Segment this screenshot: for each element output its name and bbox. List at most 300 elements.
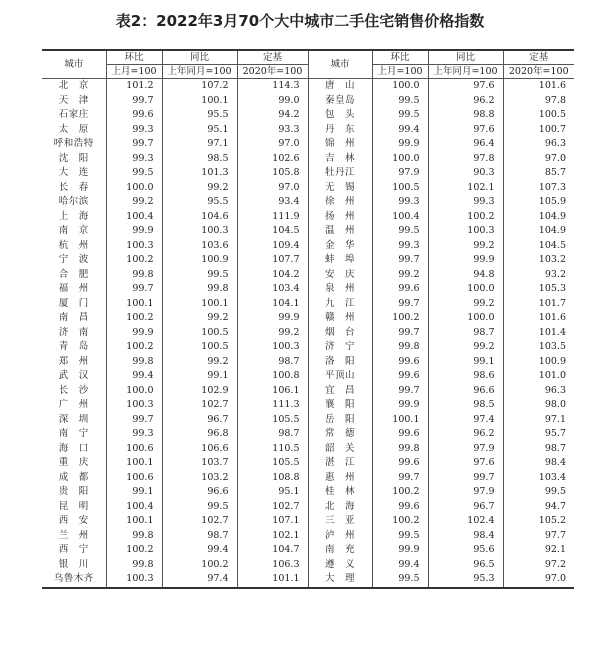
- left-mom-cell: 100.0: [106, 384, 162, 399]
- left-city-cell: 重 庆: [58, 457, 89, 469]
- left-mom-cell: 99.3: [106, 427, 162, 442]
- table-row: [42, 311, 574, 326]
- right-fixed-cell: 97.1: [503, 413, 574, 428]
- right-yoy-cell: 102.1: [428, 181, 503, 196]
- right-city-cell: 吉 林: [308, 152, 372, 167]
- left-yoy-cell: 102.9: [162, 384, 237, 399]
- mom-header-left: 环比: [106, 50, 162, 65]
- table-row: [42, 79, 574, 94]
- right-fixed-cell: 101.0: [503, 369, 574, 384]
- left-mom-cell: 100.2: [106, 311, 162, 326]
- right-city-cell: 徐 州: [308, 195, 372, 210]
- right-city-cell: 济 宁: [308, 340, 372, 355]
- right-fixed-cell: 99.5: [503, 485, 574, 500]
- right-yoy-cell: 98.6: [428, 369, 503, 384]
- right-mom-cell: 100.0: [372, 152, 428, 167]
- right-mom-cell: 99.2: [372, 268, 428, 283]
- left-city-cell: 大 连: [58, 167, 89, 179]
- left-mom-cell: 100.1: [106, 456, 162, 471]
- right-fixed-cell: 104.9: [503, 210, 574, 225]
- left-city-cell: 济 南: [58, 326, 89, 338]
- table-row: [42, 181, 574, 196]
- left-yoy-cell: 96.8: [162, 427, 237, 442]
- right-mom-cell: 97.9: [372, 166, 428, 181]
- left-fixed-cell: 95.1: [237, 485, 308, 500]
- left-yoy-cell: 98.7: [162, 529, 237, 544]
- right-yoy-cell: 100.0: [428, 282, 503, 297]
- right-yoy-cell: 97.9: [428, 485, 503, 500]
- left-yoy-cell: 97.1: [162, 137, 237, 152]
- left-city-cell: 郑 州: [58, 355, 89, 367]
- left-yoy-cell: 99.2: [162, 311, 237, 326]
- left-yoy-cell: 96.6: [162, 485, 237, 500]
- right-yoy-cell: 97.6: [428, 123, 503, 138]
- left-fixed-cell: 111.3: [237, 398, 308, 413]
- left-fixed-cell: 105.8: [237, 166, 308, 181]
- right-fixed-cell: 97.0: [503, 152, 574, 167]
- left-mom-cell: 99.9: [106, 326, 162, 341]
- left-city-cell: 杭 州: [58, 239, 89, 251]
- right-fixed-cell: 103.4: [503, 471, 574, 486]
- left-yoy-cell: 100.9: [162, 253, 237, 268]
- left-mom-cell: 100.3: [106, 572, 162, 588]
- right-mom-cell: 99.3: [372, 239, 428, 254]
- left-fixed-cell: 99.0: [237, 94, 308, 109]
- left-mom-cell: 99.8: [106, 355, 162, 370]
- right-fixed-cell: 101.6: [503, 311, 574, 326]
- left-yoy-cell: 103.2: [162, 471, 237, 486]
- left-fixed-cell: 102.7: [237, 500, 308, 515]
- right-yoy-cell: 98.5: [428, 398, 503, 413]
- left-city-cell: 上 海: [58, 210, 89, 222]
- right-mom-cell: 99.9: [372, 543, 428, 558]
- left-city-cell: 武 汉: [58, 370, 89, 382]
- right-city-cell: 赣 州: [308, 311, 372, 326]
- left-yoy-cell: 101.3: [162, 166, 237, 181]
- right-yoy-cell: 97.6: [428, 456, 503, 471]
- table-row: [42, 514, 574, 529]
- right-yoy-cell: 99.2: [428, 239, 503, 254]
- page-title: 表2：2022年3月70个大中城市二手住宅销售价格指数: [115, 12, 485, 30]
- yoy-base-right: 上年同月=100: [428, 65, 503, 79]
- left-mom-cell: 99.7: [106, 413, 162, 428]
- right-yoy-cell: 100.2: [428, 210, 503, 225]
- right-mom-cell: 99.6: [372, 500, 428, 515]
- left-city-cell: 石家庄: [58, 109, 89, 121]
- left-city-cell: 呼和浩特: [53, 138, 94, 150]
- right-mom-cell: 99.5: [372, 224, 428, 239]
- left-city-cell: 银 川: [58, 558, 89, 570]
- left-city-cell: 南 昌: [58, 312, 89, 324]
- table-row: [42, 340, 574, 355]
- table-row: [42, 166, 574, 181]
- left-yoy-cell: 100.2: [162, 558, 237, 573]
- left-city-cell: 天 津: [58, 94, 89, 106]
- left-mom-cell: 99.7: [106, 94, 162, 109]
- left-mom-cell: 99.9: [106, 224, 162, 239]
- right-mom-cell: 100.1: [372, 413, 428, 428]
- left-fixed-cell: 98.7: [237, 427, 308, 442]
- right-yoy-cell: 97.4: [428, 413, 503, 428]
- right-yoy-cell: 96.6: [428, 384, 503, 399]
- left-city-cell: 南 宁: [58, 428, 89, 440]
- left-mom-cell: 100.4: [106, 500, 162, 515]
- left-fixed-cell: 106.3: [237, 558, 308, 573]
- left-mom-cell: 100.1: [106, 297, 162, 312]
- right-fixed-cell: 101.7: [503, 297, 574, 312]
- right-mom-cell: 99.6: [372, 282, 428, 297]
- right-fixed-cell: 97.8: [503, 94, 574, 109]
- left-fixed-cell: 104.7: [237, 543, 308, 558]
- left-yoy-cell: 99.4: [162, 543, 237, 558]
- left-mom-cell: 99.3: [106, 152, 162, 167]
- right-city-cell: 九 江: [308, 297, 372, 312]
- right-fixed-cell: 101.6: [503, 79, 574, 94]
- right-yoy-cell: 97.6: [428, 79, 503, 94]
- right-city-cell: 锦 州: [308, 137, 372, 152]
- left-city-cell: 昆 明: [58, 500, 89, 512]
- right-mom-cell: 99.7: [372, 384, 428, 399]
- table-row: [42, 108, 574, 123]
- left-yoy-cell: 95.5: [162, 195, 237, 210]
- table-row: [42, 384, 574, 399]
- left-mom-cell: 99.5: [106, 166, 162, 181]
- yoy-header-left: 同比: [162, 50, 237, 65]
- table-row: [42, 456, 574, 471]
- right-mom-cell: 100.5: [372, 181, 428, 196]
- left-yoy-cell: 100.3: [162, 224, 237, 239]
- table-row: [42, 195, 574, 210]
- left-city-cell: 广 州: [58, 399, 89, 411]
- right-mom-cell: 99.7: [372, 326, 428, 341]
- table-row: [42, 326, 574, 341]
- right-yoy-cell: 97.9: [428, 442, 503, 457]
- table-row: [42, 152, 574, 167]
- left-fixed-cell: 104.5: [237, 224, 308, 239]
- left-fixed-cell: 94.2: [237, 108, 308, 123]
- left-city-cell: 西 安: [58, 515, 89, 527]
- header-row-top: [42, 50, 574, 65]
- right-city-cell: 牡丹江: [308, 166, 372, 181]
- left-fixed-cell: 103.4: [237, 282, 308, 297]
- right-fixed-cell: 100.7: [503, 123, 574, 138]
- left-mom-cell: 99.3: [106, 123, 162, 138]
- right-city-cell: 唐 山: [308, 79, 372, 94]
- left-city-cell: 长 沙: [58, 384, 89, 396]
- left-yoy-cell: 98.5: [162, 152, 237, 167]
- left-mom-cell: 100.2: [106, 543, 162, 558]
- right-fixed-cell: 98.0: [503, 398, 574, 413]
- left-city-cell: 西 宁: [58, 544, 89, 556]
- left-city-cell: 乌鲁木齐: [42, 572, 106, 588]
- right-city-cell: 大 理: [308, 572, 372, 588]
- left-city-cell: 哈尔滨: [58, 196, 89, 208]
- right-yoy-cell: 98.4: [428, 529, 503, 544]
- left-fixed-cell: 97.0: [237, 181, 308, 196]
- right-mom-cell: 99.4: [372, 123, 428, 138]
- left-fixed-cell: 93.3: [237, 123, 308, 138]
- right-fixed-cell: 107.3: [503, 181, 574, 196]
- left-fixed-cell: 105.5: [237, 413, 308, 428]
- table-row: [42, 398, 574, 413]
- left-mom-cell: 100.2: [106, 340, 162, 355]
- right-mom-cell: 99.9: [372, 398, 428, 413]
- right-mom-cell: 99.5: [372, 94, 428, 109]
- table-row: [42, 500, 574, 515]
- left-yoy-cell: 102.7: [162, 514, 237, 529]
- right-city-cell: 蚌 埠: [308, 253, 372, 268]
- right-fixed-cell: 103.5: [503, 340, 574, 355]
- right-city-cell: 包 头: [308, 108, 372, 123]
- left-fixed-cell: 109.4: [237, 239, 308, 254]
- right-mom-cell: 100.2: [372, 485, 428, 500]
- right-city-cell: 泸 州: [308, 529, 372, 544]
- left-city-cell: 深 圳: [58, 413, 89, 425]
- left-yoy-cell: 106.6: [162, 442, 237, 457]
- table-row: [42, 543, 574, 558]
- right-city-cell: 韶 关: [308, 442, 372, 457]
- right-mom-cell: 99.6: [372, 427, 428, 442]
- table-row: [42, 239, 574, 254]
- right-fixed-cell: 97.2: [503, 558, 574, 573]
- right-mom-cell: 99.5: [372, 529, 428, 544]
- left-fixed-cell: 93.4: [237, 195, 308, 210]
- right-city-cell: 洛 阳: [308, 355, 372, 370]
- mom-header-right: 环比: [372, 50, 428, 65]
- right-city-cell: 温 州: [308, 224, 372, 239]
- table-row: [42, 485, 574, 500]
- right-mom-cell: 99.7: [372, 253, 428, 268]
- right-fixed-cell: 97.7: [503, 529, 574, 544]
- left-fixed-cell: 102.1: [237, 529, 308, 544]
- left-mom-cell: 99.7: [106, 282, 162, 297]
- left-mom-cell: 99.8: [106, 529, 162, 544]
- right-fixed-cell: 93.2: [503, 268, 574, 283]
- right-city-cell: 扬 州: [308, 210, 372, 225]
- right-city-cell: 秦皇岛: [308, 94, 372, 109]
- right-mom-cell: 99.9: [372, 137, 428, 152]
- left-mom-cell: 101.2: [106, 79, 162, 94]
- left-yoy-cell: 99.2: [162, 355, 237, 370]
- right-yoy-cell: 99.9: [428, 253, 503, 268]
- table-row: [42, 297, 574, 312]
- left-fixed-cell: 104.2: [237, 268, 308, 283]
- right-fixed-cell: 95.7: [503, 427, 574, 442]
- left-city-cell: 厦 门: [58, 297, 89, 309]
- table-row: [42, 558, 574, 573]
- left-fixed-cell: 107.7: [237, 253, 308, 268]
- left-fixed-cell: 110.5: [237, 442, 308, 457]
- left-yoy-cell: 99.5: [162, 268, 237, 283]
- yoy-base-left: 上年同月=100: [162, 65, 237, 79]
- table-row: [42, 471, 574, 486]
- left-yoy-cell: 104.6: [162, 210, 237, 225]
- fixed-header-left: 定基: [237, 50, 308, 65]
- left-fixed-cell: 104.1: [237, 297, 308, 312]
- right-city-cell: 烟 台: [308, 326, 372, 341]
- right-fixed-cell: 101.4: [503, 326, 574, 341]
- right-mom-cell: 99.4: [372, 558, 428, 573]
- fixed-base-right: 2020年=100: [503, 65, 574, 79]
- right-city-cell: 湛 江: [308, 456, 372, 471]
- right-yoy-cell: 95.6: [428, 543, 503, 558]
- left-mom-cell: 100.3: [106, 239, 162, 254]
- right-yoy-cell: 99.7: [428, 471, 503, 486]
- left-mom-cell: 99.8: [106, 558, 162, 573]
- right-city-cell: 桂 林: [308, 485, 372, 500]
- right-city-cell: 平顶山: [308, 369, 372, 384]
- right-city-cell: 无 锡: [308, 181, 372, 196]
- table-row: [42, 210, 574, 225]
- left-mom-cell: 99.6: [106, 108, 162, 123]
- left-yoy-cell: 103.6: [162, 239, 237, 254]
- table-row: [42, 268, 574, 283]
- right-fixed-cell: 104.5: [503, 239, 574, 254]
- right-mom-cell: 100.4: [372, 210, 428, 225]
- right-yoy-cell: 99.1: [428, 355, 503, 370]
- right-fixed-cell: 85.7: [503, 166, 574, 181]
- left-city-cell: 宁 波: [58, 254, 89, 266]
- right-mom-cell: 99.8: [372, 442, 428, 457]
- right-mom-cell: 99.6: [372, 456, 428, 471]
- left-mom-cell: 100.2: [106, 253, 162, 268]
- left-city-cell: 兰 州: [58, 529, 89, 541]
- left-mom-cell: 100.6: [106, 471, 162, 486]
- left-city-cell: 青 岛: [58, 341, 89, 353]
- table-row: [42, 137, 574, 152]
- mom-base-left: 上月=100: [106, 65, 162, 79]
- right-mom-cell: 100.2: [372, 311, 428, 326]
- right-fixed-cell: 98.7: [503, 442, 574, 457]
- left-city-cell: 沈 阳: [58, 152, 89, 164]
- table-row: [42, 413, 574, 428]
- right-mom-cell: 99.7: [372, 297, 428, 312]
- right-fixed-cell: 97.0: [503, 572, 574, 588]
- right-mom-cell: 99.6: [372, 355, 428, 370]
- table-row: [42, 94, 574, 109]
- left-yoy-cell: 102.7: [162, 398, 237, 413]
- left-mom-cell: 100.6: [106, 442, 162, 457]
- right-fixed-cell: 100.9: [503, 355, 574, 370]
- left-yoy-cell: 99.1: [162, 369, 237, 384]
- right-yoy-cell: 98.7: [428, 326, 503, 341]
- right-city-cell: 岳 阳: [308, 413, 372, 428]
- left-city-cell: 北 京: [58, 80, 89, 92]
- left-city-cell: 太 原: [58, 123, 89, 135]
- left-city-cell: 南 京: [58, 225, 89, 237]
- right-fixed-cell: 103.2: [503, 253, 574, 268]
- left-yoy-cell: 100.5: [162, 326, 237, 341]
- left-fixed-cell: 101.1: [237, 572, 308, 588]
- left-mom-cell: 99.2: [106, 195, 162, 210]
- price-index-table: [42, 49, 574, 589]
- left-city-cell: 贵 阳: [58, 486, 89, 498]
- left-yoy-cell: 100.1: [162, 297, 237, 312]
- right-mom-cell: 99.8: [372, 340, 428, 355]
- left-fixed-cell: 107.1: [237, 514, 308, 529]
- left-city-cell: 合 肥: [58, 268, 89, 280]
- left-mom-cell: 99.8: [106, 268, 162, 283]
- left-mom-cell: 100.4: [106, 210, 162, 225]
- right-mom-cell: 100.2: [372, 514, 428, 529]
- yoy-header-right: 同比: [428, 50, 503, 65]
- right-fixed-cell: 105.9: [503, 195, 574, 210]
- right-city-cell: 宜 昌: [308, 384, 372, 399]
- left-mom-cell: 99.4: [106, 369, 162, 384]
- left-yoy-cell: 95.1: [162, 123, 237, 138]
- left-fixed-cell: 100.8: [237, 369, 308, 384]
- right-fixed-cell: 92.1: [503, 543, 574, 558]
- left-yoy-cell: 99.5: [162, 500, 237, 515]
- left-yoy-cell: 99.2: [162, 181, 237, 196]
- right-yoy-cell: 100.0: [428, 311, 503, 326]
- right-mom-cell: 99.5: [372, 108, 428, 123]
- left-yoy-cell: 96.7: [162, 413, 237, 428]
- left-yoy-cell: 103.7: [162, 456, 237, 471]
- right-mom-cell: 99.3: [372, 195, 428, 210]
- table-row: [42, 282, 574, 297]
- right-yoy-cell: 99.2: [428, 340, 503, 355]
- left-fixed-cell: 97.0: [237, 137, 308, 152]
- right-yoy-cell: 102.4: [428, 514, 503, 529]
- left-mom-cell: 100.1: [106, 514, 162, 529]
- left-yoy-cell: 107.2: [162, 79, 237, 94]
- right-yoy-cell: 96.5: [428, 558, 503, 573]
- city-header-right: 城市: [308, 50, 372, 79]
- left-fixed-cell: 106.1: [237, 384, 308, 399]
- right-yoy-cell: 96.2: [428, 94, 503, 109]
- left-fixed-cell: 99.9: [237, 311, 308, 326]
- left-city-cell: 福 州: [58, 283, 89, 295]
- table-row: [42, 355, 574, 370]
- right-fixed-cell: 100.5: [503, 108, 574, 123]
- right-city-cell: 金 华: [308, 239, 372, 254]
- table-row: [42, 572, 574, 588]
- left-mom-cell: 100.3: [106, 398, 162, 413]
- left-yoy-cell: 97.4: [162, 572, 237, 588]
- right-fixed-cell: 96.3: [503, 384, 574, 399]
- right-yoy-cell: 99.2: [428, 297, 503, 312]
- right-mom-cell: 99.6: [372, 369, 428, 384]
- table-row: [42, 253, 574, 268]
- left-fixed-cell: 111.9: [237, 210, 308, 225]
- right-fixed-cell: 105.2: [503, 514, 574, 529]
- right-mom-cell: 99.5: [372, 572, 428, 588]
- left-city-cell: 长 春: [58, 181, 89, 193]
- left-mom-cell: 100.0: [106, 181, 162, 196]
- right-city-cell: 南 充: [308, 543, 372, 558]
- fixed-base-left: 2020年=100: [237, 65, 308, 79]
- table-row: [42, 529, 574, 544]
- right-yoy-cell: 97.8: [428, 152, 503, 167]
- right-yoy-cell: 94.8: [428, 268, 503, 283]
- right-yoy-cell: 98.8: [428, 108, 503, 123]
- left-fixed-cell: 98.7: [237, 355, 308, 370]
- city-header-left: 城市: [42, 50, 106, 79]
- right-city-cell: 泉 州: [308, 282, 372, 297]
- table-body: [42, 79, 574, 588]
- table-row: [42, 123, 574, 138]
- left-mom-cell: 99.7: [106, 137, 162, 152]
- right-city-cell: 三 亚: [308, 514, 372, 529]
- left-fixed-cell: 100.3: [237, 340, 308, 355]
- right-city-cell: 遵 义: [308, 558, 372, 573]
- right-city-cell: 襄 阳: [308, 398, 372, 413]
- left-fixed-cell: 102.6: [237, 152, 308, 167]
- right-yoy-cell: 96.7: [428, 500, 503, 515]
- right-city-cell: 安 庆: [308, 268, 372, 283]
- left-fixed-cell: 99.2: [237, 326, 308, 341]
